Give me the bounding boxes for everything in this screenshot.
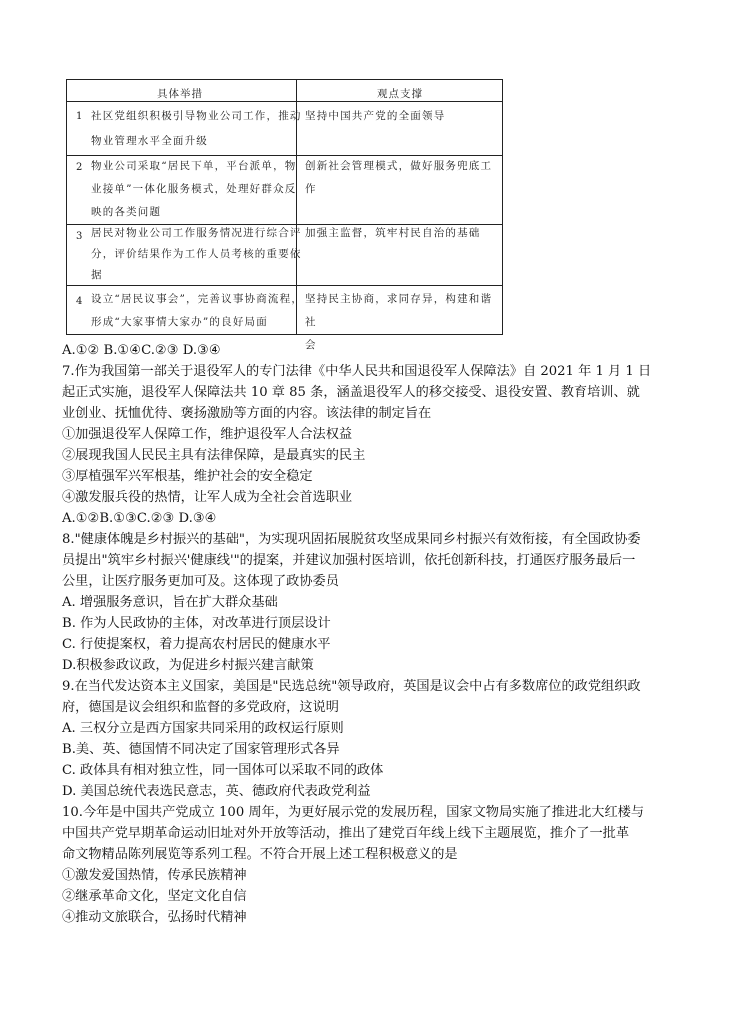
table-cell-line: 形成“大家事情大家办”的良好局面 [91,316,268,328]
table-cell-line: 据 [91,269,103,281]
table-cell-line: 居民对物业公司工作服务情况进行综合评 [91,227,302,239]
table-cell-line: 业接单”一体化服务模式，处理好群众反 [91,183,297,195]
table-cell-line: 映的各类问题 [91,206,162,218]
answer-options-q7: A.①②B.①③C.②③ D.③④ [62,511,217,526]
table-cell-measure [91,104,302,154]
question-9-text: 9.在当代发达资本主义国家，美国是"民选总统"领导政府，英国是议会中占有多数席位的政党组织政 [62,679,641,694]
table-cell-viewpoint [305,155,502,201]
table-header-viewpoint: 观点支撑 [377,88,423,100]
table-cell-line: 坚持中国共产党的全面领导 [305,110,446,122]
table-cell-viewpoint [305,288,502,357]
question-7-text: 起正式实施，退役军人保障法共 10 章 85 条，涵盖退役军人的移交接受、退役安置、教育培训、就 [62,385,640,400]
table-row-number: 1 [76,111,83,122]
question-8-option: D.积极参政议政，为促进乡村振兴建言献策 [62,658,314,673]
table-cell-measure [91,155,296,224]
table-header-measures: 具体举措 [157,88,203,100]
question-9-option: B.美、英、德国情不同决定了国家管理形式各异 [62,742,340,757]
table-row-number: 2 [76,162,83,173]
question-7-statement: ②展现我国人民民主具有法律保障，是最真实的民主 [62,448,366,463]
question-10-statement: ①激发爱国热情，传承民族精神 [62,868,247,883]
question-8-text: 员提出"筑牢乡村振兴'健康线'"的提案，并建议加强村医培训，依托创新科技，打通医疗服务最后一 [62,553,636,568]
question-7-statement: ①加强退役军人保障工作，维护退役军人合法权益 [62,427,353,442]
table-cell-line: 社区党组织积极引导物业公司工作，推动 [91,110,302,122]
question-10-statement: ②继承革命文化，坚定文化自信 [62,889,247,904]
table-cell-measure [91,223,302,286]
table-cell-line: 坚持民主协商，求同存异，构建和谐社 [305,293,493,328]
question-10-text: 命文物精品陈列展览等系列工程。不符合开展上述工程积极意义的是 [62,847,458,862]
table-cell-measure [91,288,303,334]
question-7-statement: ④激发服兵役的热情，让军人成为全社会首选职业 [62,490,353,505]
question-8-text: 公里，让医疗服务更加可及。这体现了政协委员 [62,574,339,589]
question-9-text: 府，德国是议会组织和监督的多党政府，这说明 [62,700,339,715]
question-8-option: A. 增强服务意识，旨在扩大群众基础 [62,595,278,610]
question-7-text: 7.作为我国第一部关于退役军人的专门法律《中华人民共和国退役军人保障法》自 2021 年 1 月 1 日 [62,364,652,379]
table-cell-line: 物业公司采取“居民下单，平台派单，物 [91,160,297,172]
table-cell-line: 分，评价结果作为工作人员考核的重要依 [91,248,302,260]
table-cell-line: 会 [305,339,317,351]
question-9-option: D. 美国总统代表选民意志，英、德政府代表政党利益 [62,784,371,799]
question-9-option: A. 三权分立是西方国家共同采用的政权运行原则 [62,721,344,736]
question-8-text: 8."健康体魄是乡村振兴的基础"，为实现巩固拓展脱贫攻坚成果同乡村振兴有效衔接，有全国政协委 [62,532,641,547]
table-cell-viewpoint [305,223,481,244]
table-cell-line: 创新社会管理模式，做好服务兜底工作 [305,160,493,195]
table-cell-line: 设立“居民议事会”，完善议事协商流程， [91,293,304,305]
table-row-divider [67,101,502,102]
question-9-option: C. 政体具有相对独立性，同一国体可以采取不同的政体 [62,763,384,778]
question-10-statement: ④推动文旅联合，弘扬时代精神 [62,910,247,925]
table-cell-line: 加强主监督，筑牢村民自治的基础 [305,227,481,239]
question-10-text: 中国共产党早期革命运动旧址对外开放等活动，推出了建党百年线上线下主题展览，推介了一批革 [62,826,630,841]
table-cell-line: 物业管理水平全面升级 [91,135,208,147]
question-8-option: C. 行使提案权，着力提高农村居民的健康水平 [62,637,331,652]
table-row-number: 4 [76,296,83,307]
question-7-text: 业创业、抚恤优待、褒扬激励等方面的内容。该法律的制定旨在 [62,406,432,421]
question-7-statement: ③厚植强军兴军根基，维护社会的安全稳定 [62,469,313,484]
answer-options-q6: A.①② B.①④C.②③ D.③④ [62,343,221,358]
table-row-number: 3 [76,231,83,242]
question-8-option: B. 作为人民政协的主体，对改革进行顶层设计 [62,616,331,631]
table-cell-viewpoint [305,104,445,129]
question-10-text: 10.今年是中国共产党成立 100 周年，为更好展示党的发展历程，国家文物局实施了推进北大红楼与 [62,805,645,820]
